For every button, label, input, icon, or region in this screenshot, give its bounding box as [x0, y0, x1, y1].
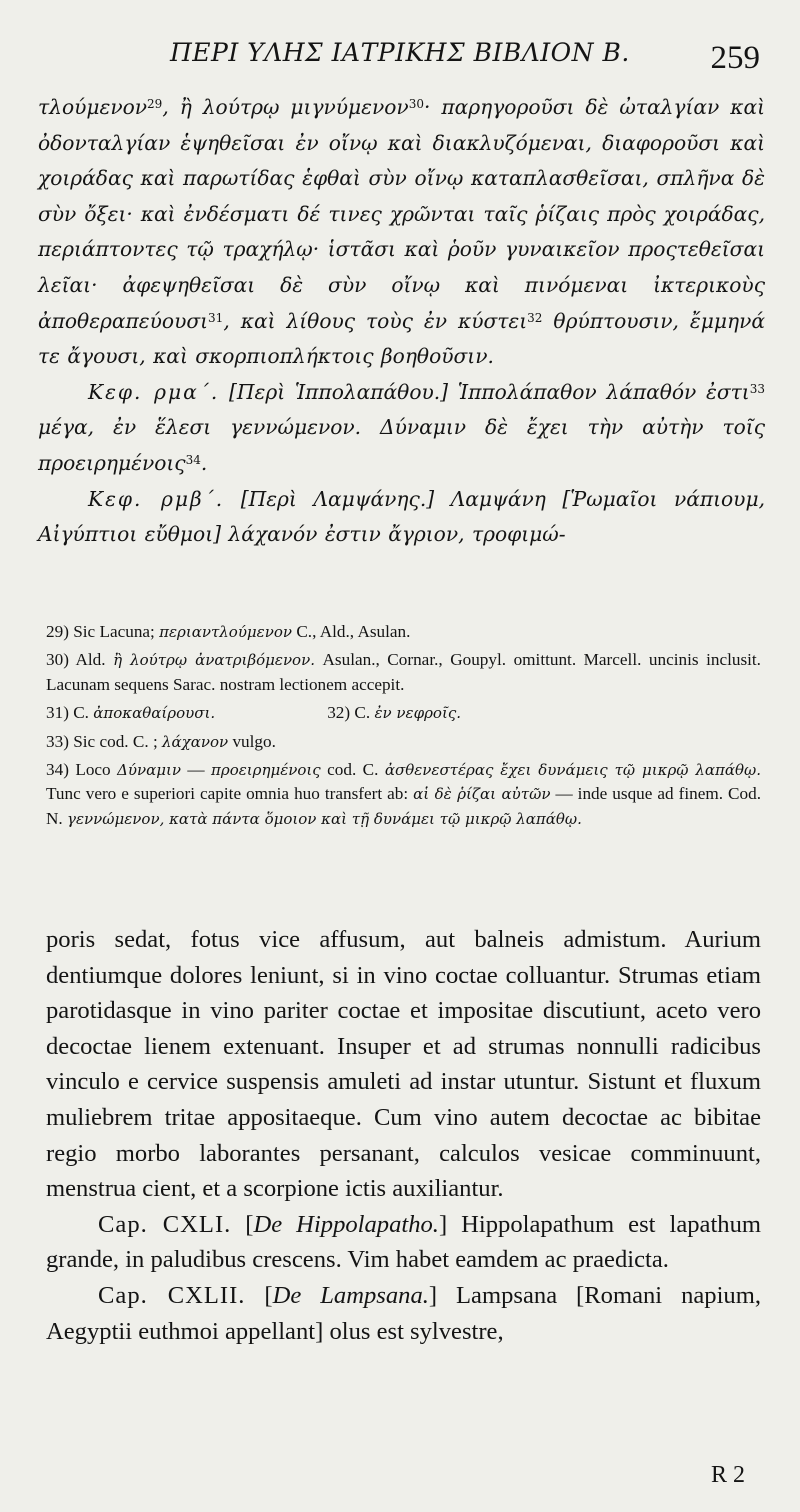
footnote-greek: αἱ δὲ ῥίζαι αὐτῶν: [413, 785, 551, 804]
footnote-ref: 34: [185, 452, 201, 467]
footnote-text: cod. C.: [320, 760, 385, 780]
footnote-34: [46, 758, 761, 831]
footnote-31: [46, 701, 215, 725]
footnote-text: Tunc vero e superiori capite omnia huo transfert ab:: [46, 784, 414, 804]
footnote-text: Sic cod. C. ;: [68, 731, 163, 751]
footnote-29: [46, 620, 761, 644]
footnote-greek: προειρημένοις: [211, 761, 321, 780]
footnote-greek: ἀποκαθαίρουσι.: [93, 704, 216, 723]
chapter-label: Cap. CXLII.: [98, 1281, 246, 1309]
footnote-greek: γεννώμενον, κατὰ πάντα ὅμοιον καὶ τῇ δυνάμει τῷ μικρῷ λαπάθῳ.: [67, 809, 582, 828]
latin-text-run: [: [231, 1210, 254, 1238]
latin-text: [46, 922, 761, 1349]
greek-text-run: , ἢ λούτρῳ μιγνύμενον: [162, 95, 409, 119]
chapter-title: De Lampsana.: [272, 1281, 429, 1309]
latin-text-run: ] Hippolapathum est lapathum grande, in paludibus crescens. Vim habet eamdem ac praedicta.: [46, 1210, 761, 1274]
footnote-text: Loco: [68, 760, 118, 780]
footnote-text: Sic Lacuna;: [68, 622, 160, 641]
greek-chapter-142: [38, 482, 765, 553]
greek-chapter-141: [38, 375, 765, 482]
footnote-greek: ἐν νεφροῖς.: [374, 704, 461, 723]
footnote-30: [46, 648, 761, 697]
footnote-greek: Δύναμιν: [117, 761, 182, 780]
footnote-ref: 31: [208, 310, 224, 325]
footnote-number: 33): [46, 731, 69, 751]
footnote-32: [327, 701, 761, 725]
greek-text-run: θρύπτουσιν, ἔμμηνά τε ἄγουσι, καὶ σκορπιοπλήκτοις βοηθοῦσιν.: [38, 308, 765, 369]
footnote-number: 32): [327, 703, 351, 723]
chapter-label: Κεφ. ρμβ΄.: [88, 486, 225, 511]
footnote-number: 29): [46, 622, 69, 641]
footnote-number: 31): [46, 703, 69, 723]
footnote-row-31-32: [46, 701, 761, 725]
page-number: 259: [710, 40, 760, 76]
chapter-title: De Hippolapatho.: [253, 1210, 439, 1238]
footnote-text: — inde usque ad finem. Cod. N.: [46, 784, 761, 828]
footnote-ref: 32: [527, 310, 543, 325]
footnote-number: 30): [46, 650, 69, 670]
greek-text-run: μέγα, ἐν ἕλεσι γεννώμενον. Δύναμιν δὲ ἔχει τὴν αὐτὴν τοῖς προειρημένοις: [38, 415, 765, 475]
running-title: ΠΕΡΙ ΥΛΗΣ ΙΑΤΡΙΚΗΣ ΒΙΒΛΙΟΝ Β.: [170, 38, 630, 67]
footnote-greek: ἀσθενεστέρας ἔχει δυνάμεις τῷ μικρῷ λαπάθῳ.: [384, 761, 762, 780]
latin-chapter-141: [46, 1207, 761, 1278]
footnote-number: 34): [46, 760, 69, 780]
footnote-text: C., Ald., Asulan.: [292, 622, 411, 641]
latin-chapter-142: [46, 1278, 761, 1349]
greek-text: [38, 90, 765, 553]
footnote-text: C.: [350, 703, 375, 723]
footnotes: [46, 620, 761, 835]
latin-text-run: ] Lampsana [Romani napium, Aegyptii euthmoi appellant] olus est sylvestre,: [46, 1281, 762, 1345]
latin-text-run: [: [245, 1281, 273, 1309]
footnote-text: Ald.: [68, 650, 114, 670]
footnote-text: vulgo.: [228, 731, 276, 751]
footnote-33: [46, 730, 761, 754]
footnote-greek: λάχανον: [162, 732, 229, 751]
footnote-text: Asulan., Cornar., Goupyl. omittunt. Marcell. uncinis inclusit. Lacunam sequens Sarac. nostram lectionem accepit.: [46, 650, 761, 694]
chapter-label: Cap. CXLI.: [98, 1210, 232, 1238]
footnote-greek: ἢ λούτρῳ ἀνατριβόμενον.: [113, 651, 315, 670]
greek-text-run: , καὶ λίθους τοὺς ἐν κύστει: [223, 308, 528, 333]
footnote-text: C.: [68, 703, 94, 723]
page-header: [0, 38, 800, 78]
footnote-greek: περιαντλούμενον: [159, 623, 293, 641]
signature-mark: R 2: [710, 1462, 745, 1488]
chapter-label: Κεφ. ρμα΄.: [88, 379, 220, 404]
footnote-ref: 30: [408, 97, 424, 111]
latin-paragraph-1: poris sedat, fotus vice affusum, aut balneis admistum. Aurium dentiumque dolores leniunt, si in vino coctae colluantur. Strumas etiam parotidasque in vino pariter coctae et impositae discutiunt, aceto vero decoctae lienem extenuant. Insuper et ad strumas nonnulli radicibus vinculo e cervice suspensis amuleti ad instar utuntur. Sistunt et fluxum muliebrem tritae appositaeque. Cum vino autem decoctae ac bibitae regio morbo laborantes persanant, calculos vesicae comminuunt, menstrua cient, et a scorpione ictis auxiliantur.: [46, 926, 761, 1203]
greek-text-run: · παρηγοροῦσι δὲ ὠταλγίαν καὶ ὀδονταλγίαν ἑψηθεῖσαι ἐν οἴνῳ καὶ διακλυζόμεναι, διαφοροῦσι καὶ χοιράδας καὶ παρωτίδας ἑφθαὶ σὺν οἴνῳ καταπλασθεῖσαι, σπλῆνα δὲ σὺν ὄξει· καὶ ἐνδέσματι δέ τινες χρῶνται ταῖς ῥίζαις πρὸς χοιράδας, περιάπτοντες τῷ τραχήλῳ· ἱστᾶσι καὶ ῥοῦν γυναικεῖον προςτεθεῖσαι λεῖαι· ἀφεψηθεῖσαι δὲ σὺν οἴνῳ καὶ πινόμεναι ἰκτερικοὺς ἀποθεραπεύουσι: [38, 95, 766, 333]
footnote-ref: 33: [749, 381, 765, 396]
footnote-ref: 29: [147, 97, 163, 111]
greek-text-run: [Περὶ Λαμψάνης.] Λαμψάνη [Ῥωμαῖοι νάπιουμ, Αἰγύπτιοι εὔθμοι] λάχανόν ἐστιν ἄγριον, τροφιμώ-: [38, 486, 765, 547]
greek-paragraph-1: [38, 90, 765, 375]
greek-text-run: [Περὶ Ἱππολαπάθου.] Ἱππολάπαθον λάπαθόν ἐστι: [219, 379, 750, 404]
greek-text-run: τλούμενον: [38, 95, 148, 119]
footnote-text: —: [181, 760, 212, 780]
greek-text-run: .: [200, 450, 208, 475]
